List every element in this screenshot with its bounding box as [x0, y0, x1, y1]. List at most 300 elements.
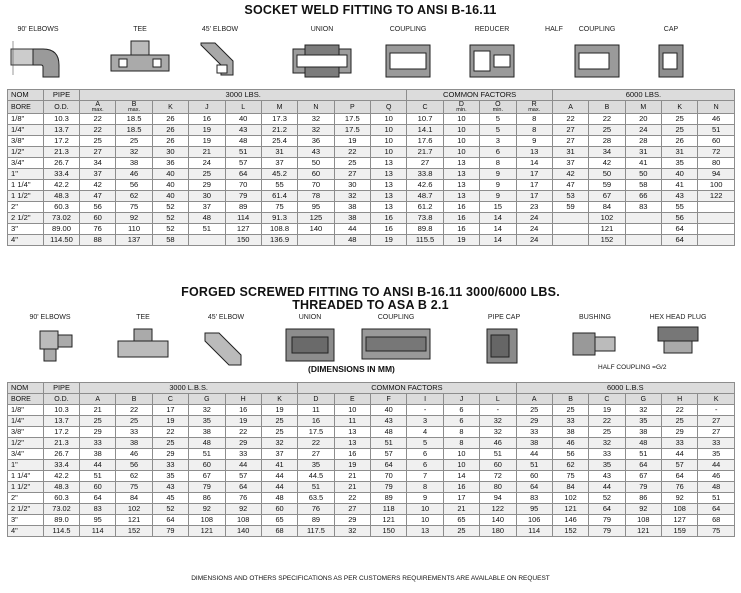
dimension-cell: 4: [407, 427, 443, 438]
column-header: [443, 101, 479, 114]
column-header: [625, 101, 661, 114]
dimension-cell: 108: [662, 504, 698, 515]
dimension-cell: 29: [80, 427, 116, 438]
column-header: H: [225, 394, 261, 405]
dimension-cell: 17: [516, 169, 552, 180]
dimension-cell: 52: [589, 493, 625, 504]
dimension-cell: 35: [698, 449, 735, 460]
dimension-cell: 43: [371, 416, 407, 427]
dimension-cell: 92: [225, 504, 261, 515]
section1-title: SOCKET WELD FITTING TO ANSI B-16.11: [244, 3, 497, 17]
dimension-cell: 48: [189, 213, 225, 224]
half-coupling-note: HALF COUPLING =G/2: [598, 364, 667, 371]
figure-label: 90' ELBOWS: [29, 314, 71, 321]
dimension-cell: 125: [298, 213, 334, 224]
pipe-cap-drawing-icon: [481, 323, 527, 367]
dimension-cell: 152: [116, 526, 152, 537]
pipe-od-cell: 48.3: [44, 191, 80, 202]
column-qualifier: max.: [91, 107, 104, 113]
dimension-cell: 51: [80, 471, 116, 482]
dimension-cell: 76: [298, 504, 334, 515]
dimension-cell: [698, 224, 735, 235]
dimension-cell: 16: [443, 224, 479, 235]
dimension-cell: 25: [589, 427, 625, 438]
dimension-cell: 51: [371, 438, 407, 449]
dimension-cell: 67: [189, 471, 225, 482]
dimension-cell: 79: [589, 526, 625, 537]
dimension-cell: 13: [443, 158, 479, 169]
table-row: [8, 416, 735, 427]
dimension-cell: 37: [80, 169, 116, 180]
dimension-cell: 41: [261, 460, 297, 471]
dimension-cell: 6: [407, 460, 443, 471]
dimension-cell: 52: [152, 202, 188, 213]
nominal-bore-cell: 4": [8, 526, 44, 537]
dimension-cell: 62: [116, 471, 152, 482]
dimension-cell: 17.5: [334, 125, 370, 136]
dimension-cell: 48: [625, 438, 661, 449]
nominal-bore-cell: 3": [8, 515, 44, 526]
dimension-cell: 51: [480, 449, 516, 460]
dimension-cell: 34: [589, 147, 625, 158]
dimension-cell: 24: [516, 213, 552, 224]
column-header: B: [552, 394, 588, 405]
column-header: G: [625, 394, 661, 405]
column-header: E: [334, 394, 370, 405]
figure-label: COUPLING: [389, 26, 427, 33]
socket-half-coupling-figure: [565, 26, 629, 81]
union-drawing-icon: [282, 323, 338, 367]
elbow-drawing-icon: [22, 323, 78, 367]
dimension-cell: 55: [261, 180, 297, 191]
pipe-od-cell: 89.00: [44, 224, 80, 235]
dimension-cell: 46: [480, 438, 516, 449]
dimension-cell: 32: [261, 438, 297, 449]
dimension-cell: 21.2: [261, 125, 297, 136]
dimension-cell: 38: [516, 438, 552, 449]
dimension-cell: 32: [480, 427, 516, 438]
dimension-cell: 48: [189, 438, 225, 449]
dimension-cell: 64: [698, 504, 735, 515]
nominal-bore-cell: 2": [8, 202, 44, 213]
dimension-cell: 61.4: [261, 191, 297, 202]
screwed-union-figure: [278, 314, 342, 367]
column-header: [371, 101, 407, 114]
dimension-cell: 10: [407, 515, 443, 526]
dimension-cell: 56: [80, 202, 116, 213]
table-row: [8, 213, 735, 224]
dimension-cell: 60: [261, 504, 297, 515]
dimension-cell: 42.6: [407, 180, 443, 191]
dimension-cell: 48: [261, 493, 297, 504]
dimension-cell: 46: [698, 471, 735, 482]
dimension-cell: 64: [662, 224, 698, 235]
dimension-cell: 67: [625, 471, 661, 482]
dimension-cell: 44: [334, 224, 370, 235]
dimension-cell: 25: [261, 416, 297, 427]
dimension-cell: 121: [116, 515, 152, 526]
dimension-cell: 10: [334, 405, 370, 416]
dimension-cell: 6: [443, 405, 479, 416]
dimension-cell: 21: [443, 504, 479, 515]
pipe-od-cell: 114.50: [44, 235, 80, 246]
dimension-cell: 59: [589, 180, 625, 191]
dimension-cell: 70: [371, 471, 407, 482]
pipe-od-cell: 21.3: [44, 147, 80, 158]
socket-45-elbow-figure: [190, 26, 250, 79]
figure-label: HALF: [545, 26, 563, 33]
section2-title-line1: FORGED SCREWED FITTING TO ANSI B-16.11 3000/6000 LBS.: [181, 285, 560, 299]
dimension-cell: 22: [552, 114, 588, 125]
pipe-od-cell: 13.7: [44, 416, 80, 427]
dimension-cell: 42: [589, 158, 625, 169]
dimension-cell: 8: [516, 114, 552, 125]
column-letter: B: [604, 103, 610, 111]
dimension-cell: 60: [698, 136, 735, 147]
column-header: J: [443, 394, 479, 405]
socket-reducer-figure: [462, 26, 522, 81]
dimension-cell: 64: [80, 493, 116, 504]
dimension-cell: [698, 235, 735, 246]
socket-90-elbows-figure: [8, 26, 68, 81]
dimension-cell: 18.5: [116, 125, 152, 136]
dimension-cell: 47: [80, 191, 116, 202]
dimension-cell: 10: [443, 449, 479, 460]
dimension-cell: 25: [334, 158, 370, 169]
nominal-bore-cell: 3/8": [8, 136, 44, 147]
dimension-cell: 91.3: [261, 213, 297, 224]
dimension-cell: 122: [698, 191, 735, 202]
dimension-cell: 26: [152, 114, 188, 125]
dimension-cell: 43: [589, 471, 625, 482]
table-row: [8, 405, 735, 416]
socket-weld-table: [7, 89, 735, 246]
dimension-cell: 58: [152, 235, 188, 246]
dimension-cell: 38: [334, 213, 370, 224]
union-drawing-icon: [287, 35, 357, 81]
dimension-cell: 92: [116, 213, 152, 224]
dimension-cell: 79: [189, 482, 225, 493]
dimension-cell: 121: [552, 504, 588, 515]
column-header: L: [480, 394, 516, 405]
dimension-cell: 60: [516, 471, 552, 482]
table-row: [8, 136, 735, 147]
dimension-cell: 19: [225, 416, 261, 427]
dimension-cell: 56: [552, 449, 588, 460]
figure-label: COUPLING: [578, 26, 616, 33]
dimension-cell: 23: [516, 202, 552, 213]
dimension-cell: 25: [189, 169, 225, 180]
table-row: [8, 147, 735, 158]
dimension-cell: 27: [698, 416, 735, 427]
dimension-cell: 150: [225, 235, 261, 246]
dimension-cell: 16: [298, 416, 334, 427]
dimension-cell: 13: [371, 180, 407, 191]
screwed-45-elbow-figure: [196, 314, 256, 367]
dimension-cell: 43: [662, 191, 698, 202]
dimension-cell: [552, 213, 588, 224]
dimension-cell: 56: [116, 460, 152, 471]
dimension-cell: 19: [443, 235, 479, 246]
dimension-cell: 50: [298, 158, 334, 169]
dimension-cell: 121: [625, 526, 661, 537]
dimension-cell: 17: [152, 405, 188, 416]
dimension-cell: 140: [298, 224, 334, 235]
dimension-cell: 27: [407, 158, 443, 169]
dimension-cell: 41: [662, 180, 698, 191]
dimension-cell: 27: [80, 147, 116, 158]
dimension-cell: 17: [443, 493, 479, 504]
column-header: D: [298, 394, 334, 405]
pipe-od-cell: 33.4: [44, 460, 80, 471]
dimension-cell: 25: [152, 438, 188, 449]
dimension-cell: 18.5: [116, 114, 152, 125]
pipe-od-cell: 26.7: [44, 158, 80, 169]
dimension-cell: 75: [261, 202, 297, 213]
dimension-cell: 13: [334, 438, 370, 449]
socket-coupling-figure: [378, 26, 438, 81]
column-header: [552, 101, 588, 114]
dimension-cell: 64: [516, 482, 552, 493]
dimension-cell: 31: [261, 147, 297, 158]
dimension-cell: 25: [261, 427, 297, 438]
dimension-cell: 17.5: [298, 427, 334, 438]
nominal-bore-cell: 2": [8, 493, 44, 504]
nominal-bore-cell: 1/8": [8, 405, 44, 416]
pipe-od-cell: 42.2: [44, 471, 80, 482]
dimension-cell: 31: [625, 147, 661, 158]
dimension-cell: 42: [552, 169, 588, 180]
dimension-cell: 76: [225, 493, 261, 504]
column-header: [189, 101, 225, 114]
dimension-cell: 37: [189, 202, 225, 213]
dimension-cell: 32: [480, 416, 516, 427]
dimension-cell: 95: [298, 202, 334, 213]
dimension-cell: 16: [443, 202, 479, 213]
dimension-cell: 33: [225, 449, 261, 460]
dimension-cell: 32: [625, 405, 661, 416]
dimension-cell: 63.5: [298, 493, 334, 504]
figure-label: TEE: [133, 26, 147, 33]
dimension-cell: 152: [552, 526, 588, 537]
nom-header: NOM: [8, 383, 44, 394]
dimension-cell: 3: [407, 416, 443, 427]
dimension-cell: 92: [625, 504, 661, 515]
pipe-od-cell: 89.0: [44, 515, 80, 526]
dimension-cell: 88: [80, 235, 116, 246]
nominal-bore-cell: 1/4": [8, 416, 44, 427]
figure-label: PIPE CAP: [487, 314, 521, 321]
column-letter: Q: [385, 103, 392, 111]
dimension-cell: 108: [225, 515, 261, 526]
nominal-bore-cell: 1/8": [8, 114, 44, 125]
column-letter: P: [349, 103, 355, 111]
dimension-cell: 29: [152, 449, 188, 460]
column-letter: L: [241, 103, 246, 111]
dimension-cell: 24: [516, 235, 552, 246]
pipe-od-cell: 42.2: [44, 180, 80, 191]
dimension-cell: 79: [152, 526, 188, 537]
socket-union-figure: [286, 26, 358, 81]
nominal-bore-cell: 2 1/2": [8, 504, 44, 515]
dimension-cell: 21: [80, 405, 116, 416]
dimension-cell: 11: [298, 405, 334, 416]
column-header: F: [371, 394, 407, 405]
dimension-cell: 36: [152, 158, 188, 169]
nominal-bore-cell: 1/2": [8, 147, 44, 158]
dimension-cell: 95: [516, 504, 552, 515]
column-header: [516, 101, 552, 114]
dimension-cell: 8: [443, 427, 479, 438]
dimension-cell: 5: [480, 114, 516, 125]
dimension-cell: 9: [516, 136, 552, 147]
dimension-cell: 57: [225, 158, 261, 169]
nominal-bore-cell: 3": [8, 224, 44, 235]
dimension-cell: 33: [152, 460, 188, 471]
group-common-header: COMMON FACTORS: [407, 90, 553, 101]
dimension-cell: 33: [552, 416, 588, 427]
pipe-header: PIPE: [44, 383, 80, 394]
pipe-od-cell: 33.4: [44, 169, 80, 180]
dimension-cell: 13: [443, 191, 479, 202]
figure-label: BUSHING: [579, 314, 611, 321]
dimension-cell: 121: [589, 224, 625, 235]
column-qualifier: min.: [492, 107, 503, 113]
dimension-cell: 14: [480, 235, 516, 246]
dimension-cell: 14: [443, 471, 479, 482]
dimension-cell: 137: [116, 235, 152, 246]
dimension-cell: 6: [480, 147, 516, 158]
dimension-cell: 13: [334, 427, 370, 438]
dimension-cell: 27: [334, 504, 370, 515]
table-row: [8, 224, 735, 235]
pipe-od-cell: 60.3: [44, 493, 80, 504]
dimension-cell: 38: [116, 158, 152, 169]
dimension-cell: 89.8: [407, 224, 443, 235]
screwed-pipe-cap-figure: [476, 314, 532, 367]
dimension-cell: 150: [371, 526, 407, 537]
dimension-cell: 114: [80, 526, 116, 537]
dimension-cell: 106: [516, 515, 552, 526]
dimension-cell: 25: [516, 405, 552, 416]
dimension-cell: 64: [662, 471, 698, 482]
dimension-cell: 64: [662, 235, 698, 246]
dimension-cell: 17.6: [407, 136, 443, 147]
dimension-cell: 6: [443, 416, 479, 427]
nominal-bore-cell: 1 1/4": [8, 180, 44, 191]
dimension-cell: 19: [371, 235, 407, 246]
table-row: [8, 125, 735, 136]
dimension-cell: 44: [261, 471, 297, 482]
column-header: K: [698, 394, 735, 405]
dimension-cell: 33: [662, 438, 698, 449]
elbow45-drawing-icon: [201, 323, 251, 367]
dimension-cell: 51: [225, 147, 261, 158]
dimension-cell: 46: [116, 449, 152, 460]
dimension-cell: 16: [225, 405, 261, 416]
dimension-cell: 44: [225, 460, 261, 471]
dimension-cell: 79: [225, 191, 261, 202]
dimension-cell: 40: [152, 191, 188, 202]
column-header: [152, 101, 188, 114]
dimension-cell: 61.2: [407, 202, 443, 213]
dimension-cell: 26: [152, 125, 188, 136]
dimension-cell: 114: [225, 213, 261, 224]
dimension-cell: 48: [371, 427, 407, 438]
dimension-cell: 35: [662, 158, 698, 169]
dimension-cell: 57: [662, 460, 698, 471]
column-letter: N: [313, 103, 319, 111]
dimension-cell: 16: [371, 213, 407, 224]
dimension-cell: 73.8: [407, 213, 443, 224]
dimension-cell: 115.5: [407, 235, 443, 246]
dimension-cell: 35: [625, 416, 661, 427]
pipe-od-cell: 73.02: [44, 213, 80, 224]
column-header: A: [80, 394, 116, 405]
dimension-cell: 72: [698, 147, 735, 158]
dimension-cell: 60: [298, 169, 334, 180]
dimension-cell: 51: [625, 449, 661, 460]
dimension-cell: 79: [589, 515, 625, 526]
dimension-cell: 127: [225, 224, 261, 235]
column-header: [261, 101, 297, 114]
dimension-cell: 14: [480, 213, 516, 224]
pipe-od-cell: 21.3: [44, 438, 80, 449]
dimension-cell: 92: [189, 504, 225, 515]
dimension-cell: 19: [152, 416, 188, 427]
dimension-cell: 44: [589, 482, 625, 493]
dimension-cell: 75: [552, 471, 588, 482]
dimension-cell: 75: [698, 526, 735, 537]
dimension-cell: 32: [334, 526, 370, 537]
dimension-cell: 21.7: [407, 147, 443, 158]
dimension-cell: 13: [443, 180, 479, 191]
group-3000-header: 3000 L.B.S.: [80, 383, 298, 394]
dimension-cell: 118: [371, 504, 407, 515]
dimension-cell: 14.1: [407, 125, 443, 136]
nominal-bore-cell: 1": [8, 460, 44, 471]
dimension-cell: 72: [480, 471, 516, 482]
dimension-cell: 32: [334, 191, 370, 202]
dimension-cell: 19: [261, 405, 297, 416]
dimension-cell: 19: [589, 405, 625, 416]
bore-header: BORE: [8, 394, 44, 405]
dimension-cell: [552, 224, 588, 235]
dimension-cell: 33.8: [407, 169, 443, 180]
dimension-cell: 60: [189, 460, 225, 471]
dimension-cell: 64: [589, 504, 625, 515]
pipe-od-cell: 10.3: [44, 405, 80, 416]
dimension-cell: 42: [80, 180, 116, 191]
column-header: [334, 101, 370, 114]
dimension-cell: 48: [225, 136, 261, 147]
dimension-cell: 52: [152, 224, 188, 235]
dimension-cell: 66: [625, 191, 661, 202]
screwed-90-elbows-figure: [20, 314, 80, 367]
dimension-cell: 14: [480, 224, 516, 235]
dimension-cell: 5: [407, 438, 443, 449]
column-header: [589, 101, 625, 114]
screwed-coupling-figure: [356, 314, 436, 363]
dimension-cell: 127: [662, 515, 698, 526]
dimension-cell: 13: [516, 147, 552, 158]
pipe-od-cell: 26.7: [44, 449, 80, 460]
dimension-cell: 35: [589, 460, 625, 471]
dimension-cell: 40: [152, 169, 188, 180]
dimension-cell: 29: [189, 180, 225, 191]
nominal-bore-cell: 3/8": [8, 427, 44, 438]
tee-drawing-icon: [112, 323, 174, 367]
